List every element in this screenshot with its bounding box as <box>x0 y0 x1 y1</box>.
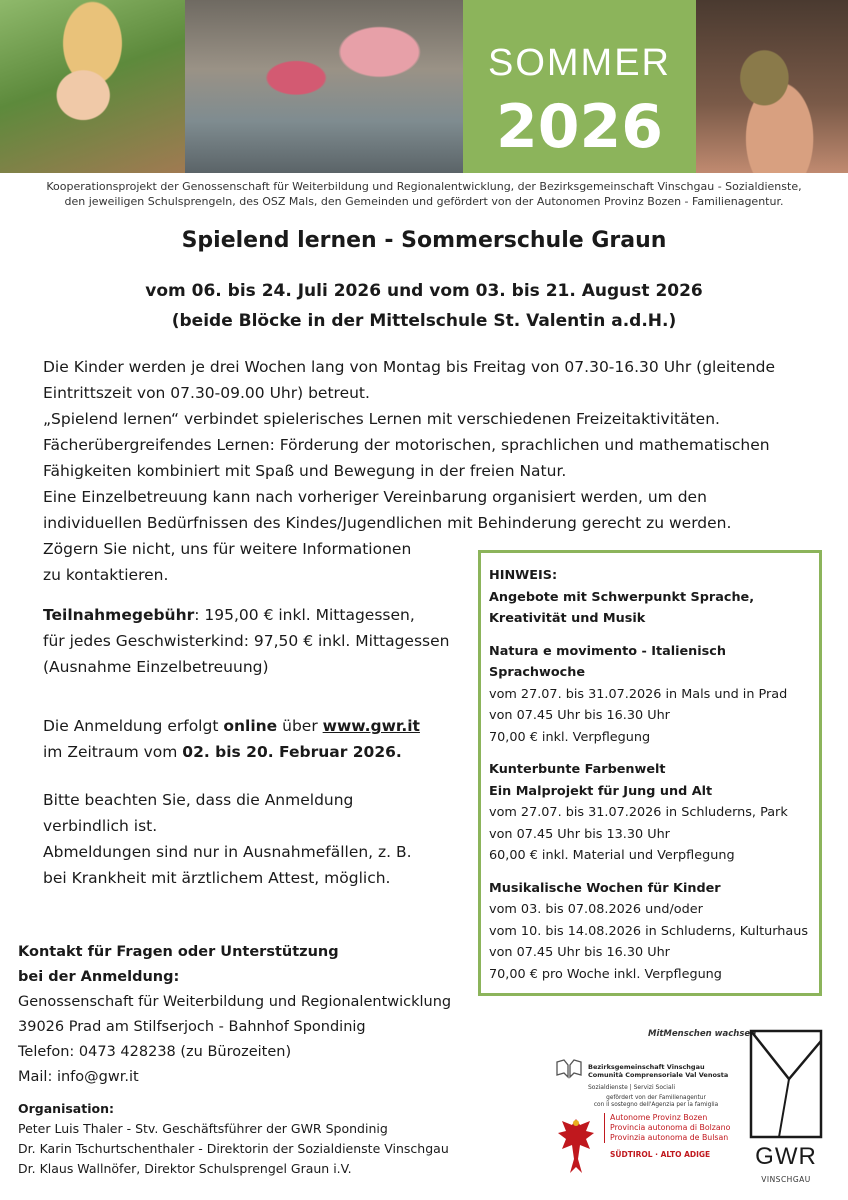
notice-line: verbindlich ist. <box>43 817 158 835</box>
gwr-logo-text: GWR <box>755 1143 817 1170</box>
offer-title: Kunterbunte Farbenwelt <box>489 762 666 777</box>
hint-subheading: Kreativität und Musik <box>489 611 646 626</box>
intro-line: Zögern Sie nicht, uns für weitere Informationen <box>43 540 412 558</box>
fee-section <box>43 602 473 680</box>
organisation-person: Peter Luis Thaler - Stv. Geschäftsführer der GWR Spondinig <box>18 1121 388 1136</box>
gwr-logo-subtext: VINSCHGAU <box>761 1175 811 1184</box>
signup-section <box>43 713 473 765</box>
contact-heading: Kontakt für Fragen oder Unterstützung <box>18 944 339 960</box>
hint-subheading: Angebote mit Schwerpunkt Sprache, <box>489 589 755 605</box>
dates-line: vom 06. bis 24. Juli 2026 und vom 03. bis 21. August 2026 <box>145 281 703 301</box>
offer-title: Ein Malprojekt für Jung und Alt <box>489 783 713 799</box>
signup-link[interactable]: www.gwr.it <box>322 717 420 735</box>
signup-text: Die Anmeldung erfolgt <box>43 717 224 735</box>
fee-label: Teilnahmegebühr <box>43 606 195 624</box>
intro-line: Die Kinder werden je drei Wochen lang von Montag bis Freitag von 07.30-16.30 Uhr (gleitende <box>43 358 776 376</box>
contact-section <box>18 940 478 1090</box>
location-line: (beide Blöcke in der Mittelschule St. Valentin a.d.H.) <box>171 311 677 331</box>
province-text <box>604 1113 730 1143</box>
notice-line: Bitte beachten Sie, dass die Anmeldung <box>43 791 354 809</box>
offer-detail: 70,00 € pro Woche inkl. Verpflegung <box>489 966 722 982</box>
page-title: Spielend lernen - Sommerschule Graun <box>181 228 667 253</box>
suedtirol-text: SÜDTIROL · ALTO ADIGE <box>610 1150 711 1159</box>
season-year: 2026 <box>496 92 663 162</box>
contact-org: Genossenschaft für Weiterbildung und Regionalentwicklung <box>18 994 452 1010</box>
sponsor-logos <box>540 1025 840 1190</box>
notice-line: Abmeldungen sind nur in Ausnahmefällen, z. B. <box>43 843 412 861</box>
bzg-line: Comunità Comprensoriale Val Venosta <box>588 1071 729 1079</box>
offer-detail: vom 27.07. bis 31.07.2026 in Mals und in Prad <box>489 686 788 702</box>
organisation-person: Dr. Klaus Wallnöfer, Direktor Schulsprengel Graun i.V. <box>18 1161 352 1176</box>
bzg-line: Bezirksgemeinschaft Vinschgau <box>588 1063 705 1071</box>
offer-title: Sprachwoche <box>489 665 586 680</box>
offer-detail: von 07.45 Uhr bis 16.30 Uhr <box>489 708 670 723</box>
cancellation-notice <box>43 787 473 891</box>
offer-detail: vom 27.07. bis 31.07.2026 in Schluderns, Park <box>489 805 788 820</box>
signup-text: über <box>277 717 323 735</box>
offer-title: Natura e movimento - Italienisch <box>489 643 726 659</box>
intro-line: Eine Einzelbetreuung kann nach vorheriger Vereinbarung organisiert werden, um den <box>43 488 707 506</box>
header-photo-frog <box>696 0 848 173</box>
bzg-subtext: Sozialdienste | Servizi Sociali <box>588 1084 675 1091</box>
cooperation-line: Kooperationsprojekt der Genossenschaft für Weiterbildung und Regionalentwicklung, der Bezirksgemeinschaft Vinschgau - Sozialdienste, <box>46 180 802 193</box>
fam-line: con il sostegno dell'Agenzia per la famiglia <box>593 1102 719 1108</box>
intro-line: Eintrittszeit von 07.30-09.00 Uhr) betreut. <box>43 384 370 402</box>
contact-address: 39026 Prad am Stilfserjoch - Bahnhof Spondinig <box>18 1019 366 1035</box>
province-line: Autonome Provinz Bozen <box>610 1113 708 1122</box>
hint-box <box>478 550 822 996</box>
fam-line: gefördert von der Familienagentur <box>606 1095 706 1101</box>
contact-mail: Mail: info@gwr.it <box>18 1069 139 1085</box>
offer-detail: 70,00 € inkl. Verpflegung <box>489 729 651 745</box>
familienagentur-text <box>586 1095 726 1109</box>
tyrolean-eagle-icon <box>556 1115 596 1177</box>
province-line: Provincia autonoma di Bolzano <box>610 1123 731 1132</box>
organisation-section <box>18 1099 488 1179</box>
cooperation-line: den jeweiligen Schulsprengeln, des OSZ Mals, den Gemeinden und gefördert von der Autonomen Provinz Bozen - Familienagentur. <box>64 195 784 208</box>
fee-amount: : 195,00 € inkl. Mittagessen, <box>194 606 415 624</box>
bezirksgemeinschaft-icon <box>556 1059 582 1079</box>
cooperation-note <box>6 179 842 209</box>
offer-detail: 60,00 € inkl. Material und Verpflegung <box>489 848 735 863</box>
hint-heading: HINWEIS: <box>489 568 558 583</box>
intro-line: zu kontaktieren. <box>43 566 169 584</box>
intro-line: „Spielend lernen“ verbindet spielerisches Lernen mit verschiedenen Freizeitaktivitäten. <box>43 410 720 428</box>
offer-detail: von 07.45 Uhr bis 16.30 Uhr <box>489 945 670 960</box>
offer-title: Musikalische Wochen für Kinder <box>489 880 721 896</box>
contact-phone: Telefon: 0473 428238 (zu Bürozeiten) <box>18 1044 292 1060</box>
bezirksgemeinschaft-text <box>588 1063 728 1079</box>
notice-line: bei Krankheit mit ärztlichem Attest, möglich. <box>43 869 391 887</box>
offer-detail: vom 10. bis 14.08.2026 in Schluderns, Kulturhaus <box>489 923 809 939</box>
organisation-heading: Organisation: <box>18 1101 114 1116</box>
signup-period: 02. bis 20. Februar 2026. <box>182 743 402 761</box>
header-photo-child-swing <box>0 0 185 173</box>
gwr-tagline: MitMenschen wachsen <box>648 1029 757 1039</box>
contact-heading: bei der Anmeldung: <box>18 969 180 985</box>
intro-line: Fähigkeiten kombiniert mit Spaß und Bewegung in der freien Natur. <box>43 462 567 480</box>
season-word: SOMMER <box>488 42 671 84</box>
header-photo-children-stream <box>185 0 463 173</box>
intro-line: individuellen Bedürfnissen des Kindes/Jugendlichen mit Behinderung gerecht zu werden. <box>43 514 732 532</box>
intro-line: Fächerübergreifendes Lernen: Förderung der motorischen, sprachlichen und mathematischen <box>43 436 770 454</box>
fee-sibling: für jedes Geschwisterkind: 97,50 € inkl. Mittagessen <box>43 632 450 650</box>
signup-period-label: im Zeitraum vom <box>43 743 183 761</box>
gwr-logo-icon <box>749 1029 823 1139</box>
offer-detail: von 07.45 Uhr bis 13.30 Uhr <box>489 826 670 842</box>
organisation-person: Dr. Karin Tschurtschenthaler - Direktorin der Sozialdienste Vinschgau <box>18 1141 449 1156</box>
signup-online: online <box>223 717 278 735</box>
fee-exception: (Ausnahme Einzelbetreuung) <box>43 658 269 676</box>
season-banner <box>463 0 696 173</box>
province-line: Provinzia autonoma de Bulsan <box>610 1133 729 1142</box>
offer-detail: vom 03. bis 07.08.2026 und/oder <box>489 902 703 917</box>
